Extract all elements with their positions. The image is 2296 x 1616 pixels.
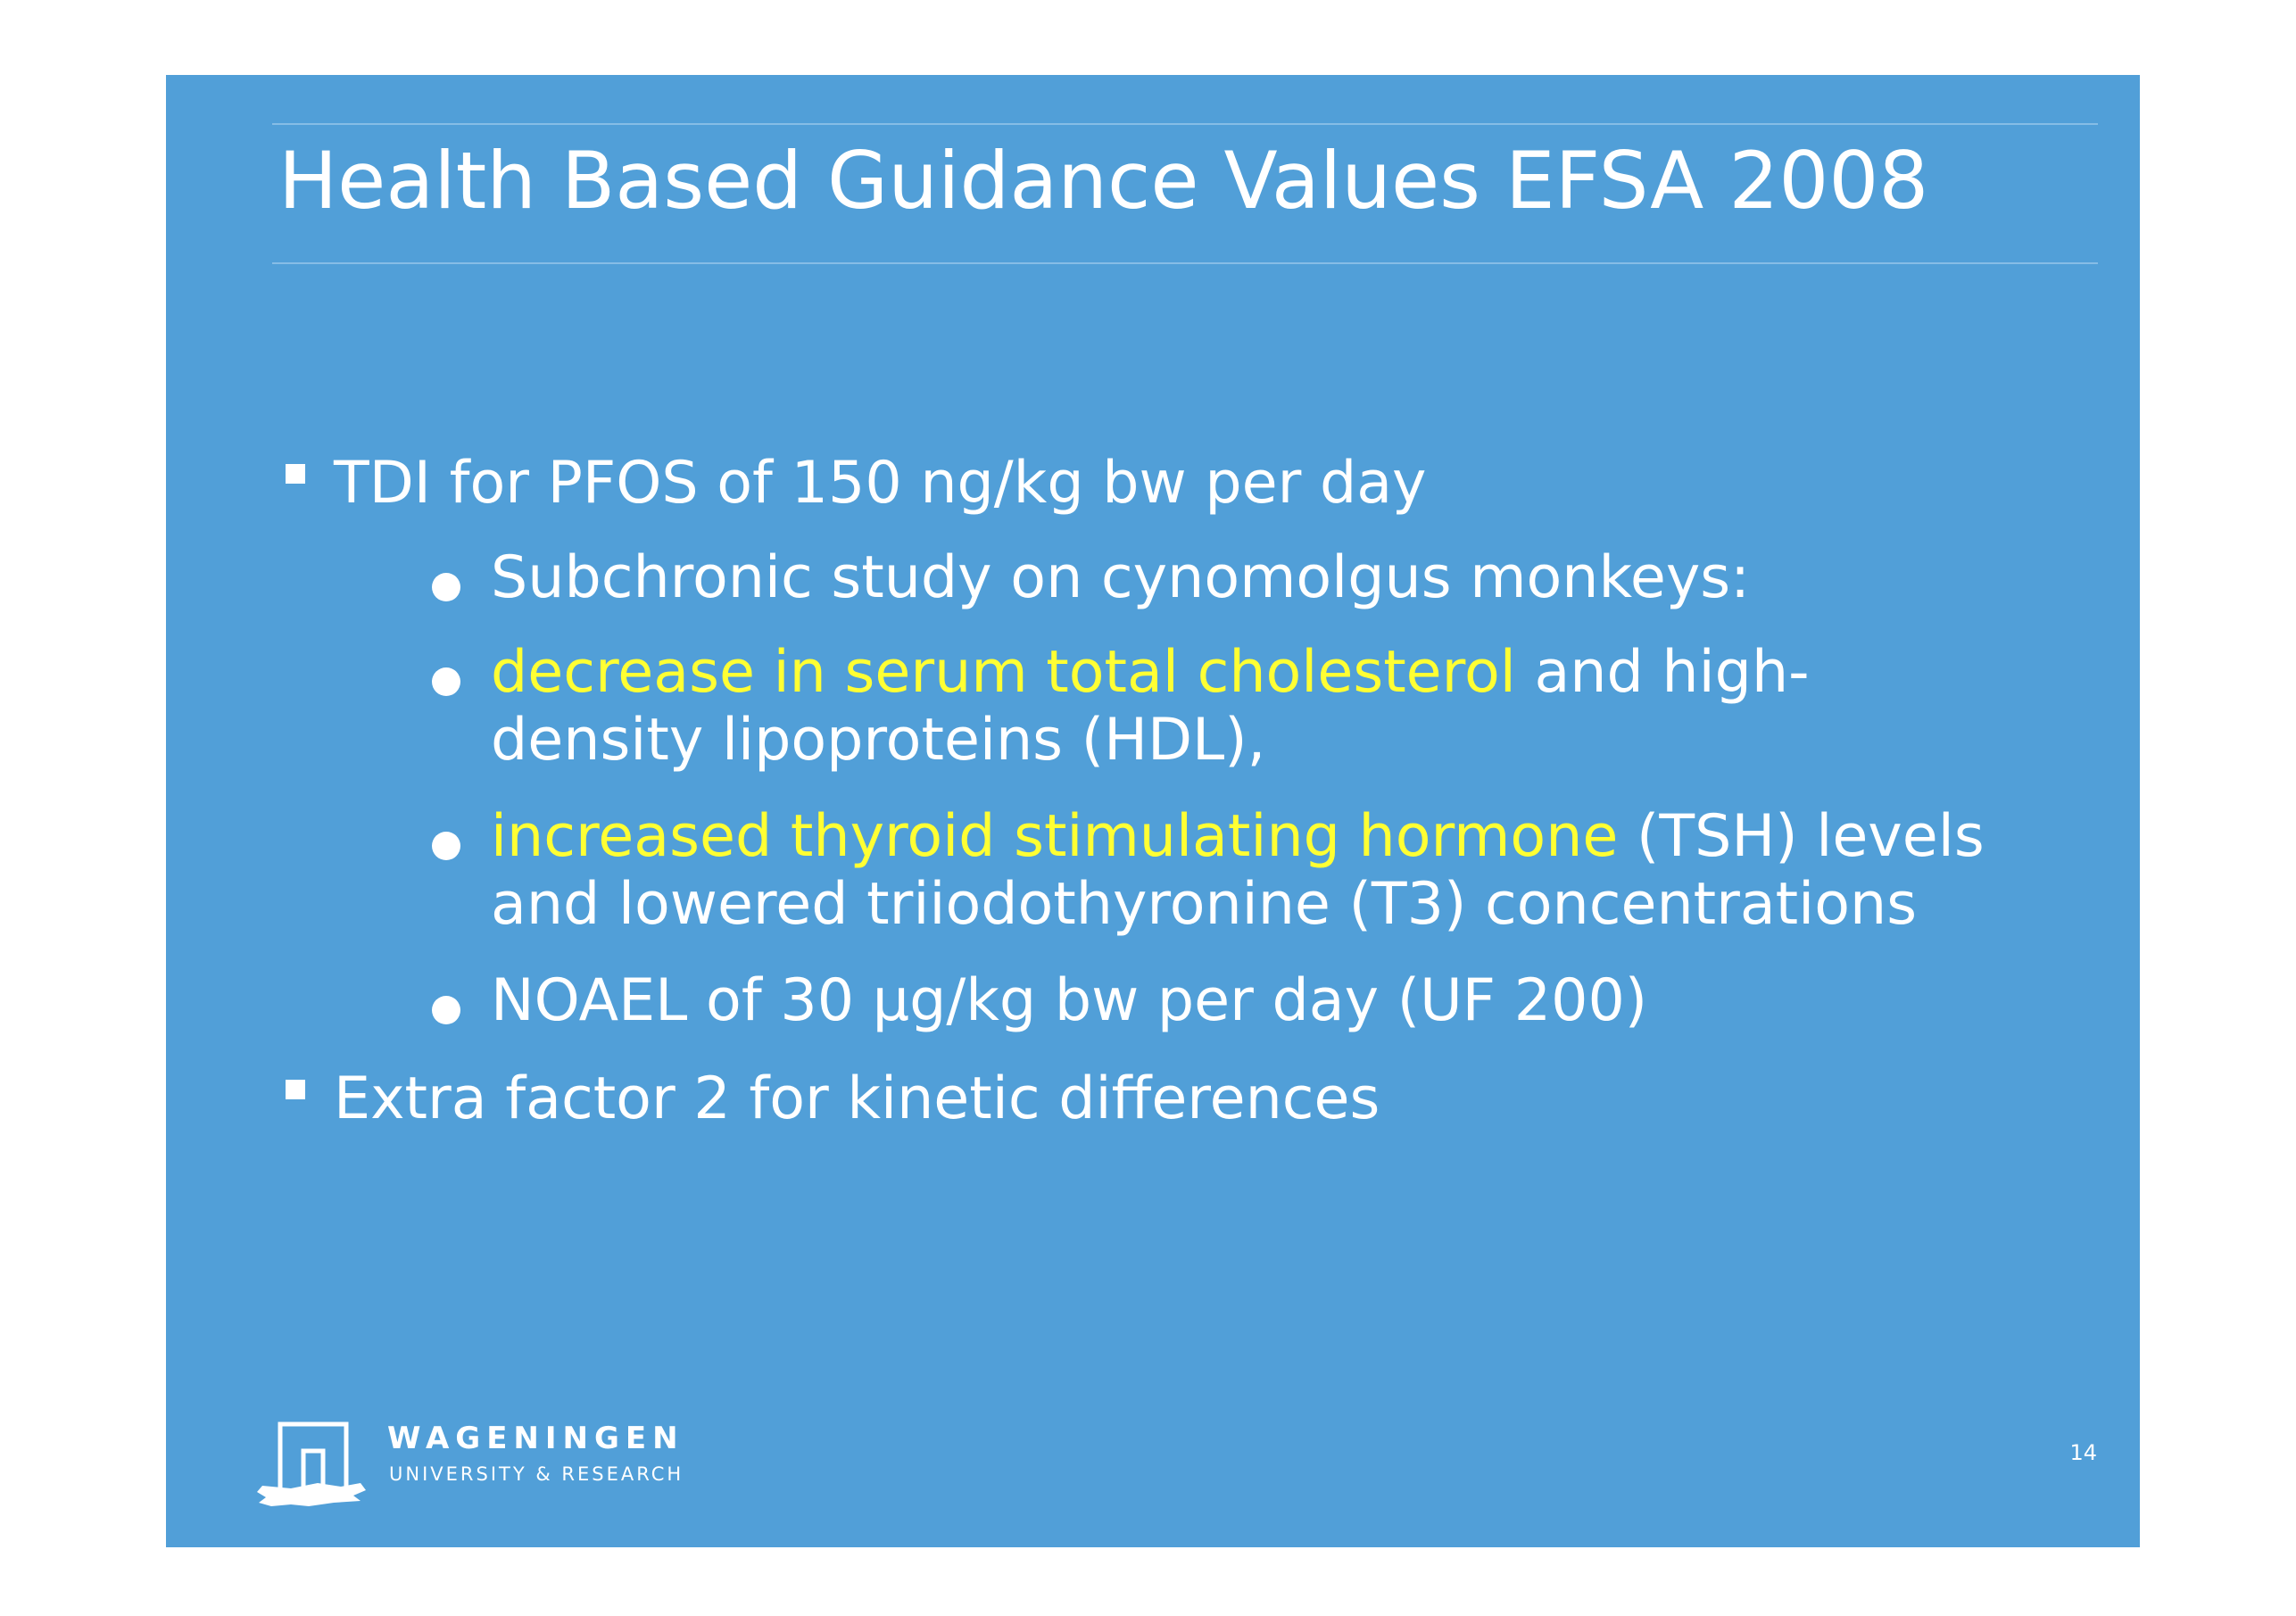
sub-bullet-tsh bbox=[491, 803, 1985, 939]
sub-bullet-text: and high- bbox=[1515, 639, 1810, 706]
sub-bullet-study bbox=[491, 544, 1750, 612]
bullet-text: TDI for PFOS of 150 ng/kg bw per day bbox=[334, 450, 1427, 517]
sub-bullet-cholesterol bbox=[491, 639, 1810, 775]
round-bullet-icon bbox=[432, 996, 460, 1024]
highlighted-text: decrease in serum total cholesterol bbox=[491, 639, 1516, 706]
sub-bullet-text: Subchronic study on cynomolgus monkeys: bbox=[491, 544, 1751, 611]
sub-bullet-continuation: density lipoproteins (HDL), bbox=[491, 707, 1266, 774]
round-bullet-icon bbox=[432, 573, 460, 601]
highlighted-text: increased thyroid stimulating hormone bbox=[491, 803, 1619, 870]
slide bbox=[166, 75, 2140, 1547]
square-bullet-icon bbox=[286, 464, 305, 484]
bullet-tdi bbox=[334, 450, 1427, 518]
page-number: 14 bbox=[2069, 1440, 2097, 1465]
round-bullet-icon bbox=[432, 667, 460, 696]
sub-bullet-noael bbox=[491, 967, 1647, 1035]
bullet-extra-factor bbox=[334, 1065, 1380, 1133]
slide-title: Health Based Guidance Values EFSA 2008 bbox=[278, 135, 1929, 227]
sub-bullet-text: (TSH) levels bbox=[1618, 803, 1985, 870]
logo-subtitle: UNIVERSITY & RESEARCH bbox=[389, 1463, 684, 1485]
sub-bullet-continuation: and lowered triiodothyronine (T3) concentrations bbox=[491, 871, 1918, 938]
round-bullet-icon bbox=[432, 832, 460, 860]
slide-content bbox=[166, 75, 2140, 1547]
sub-bullet-text: NOAEL of 30 µg/kg bw per day (UF 200) bbox=[491, 967, 1648, 1034]
bullet-text: Extra factor 2 for kinetic differences bbox=[334, 1065, 1380, 1132]
logo-name: WAGENINGEN bbox=[387, 1421, 684, 1456]
square-bullet-icon bbox=[286, 1080, 305, 1099]
